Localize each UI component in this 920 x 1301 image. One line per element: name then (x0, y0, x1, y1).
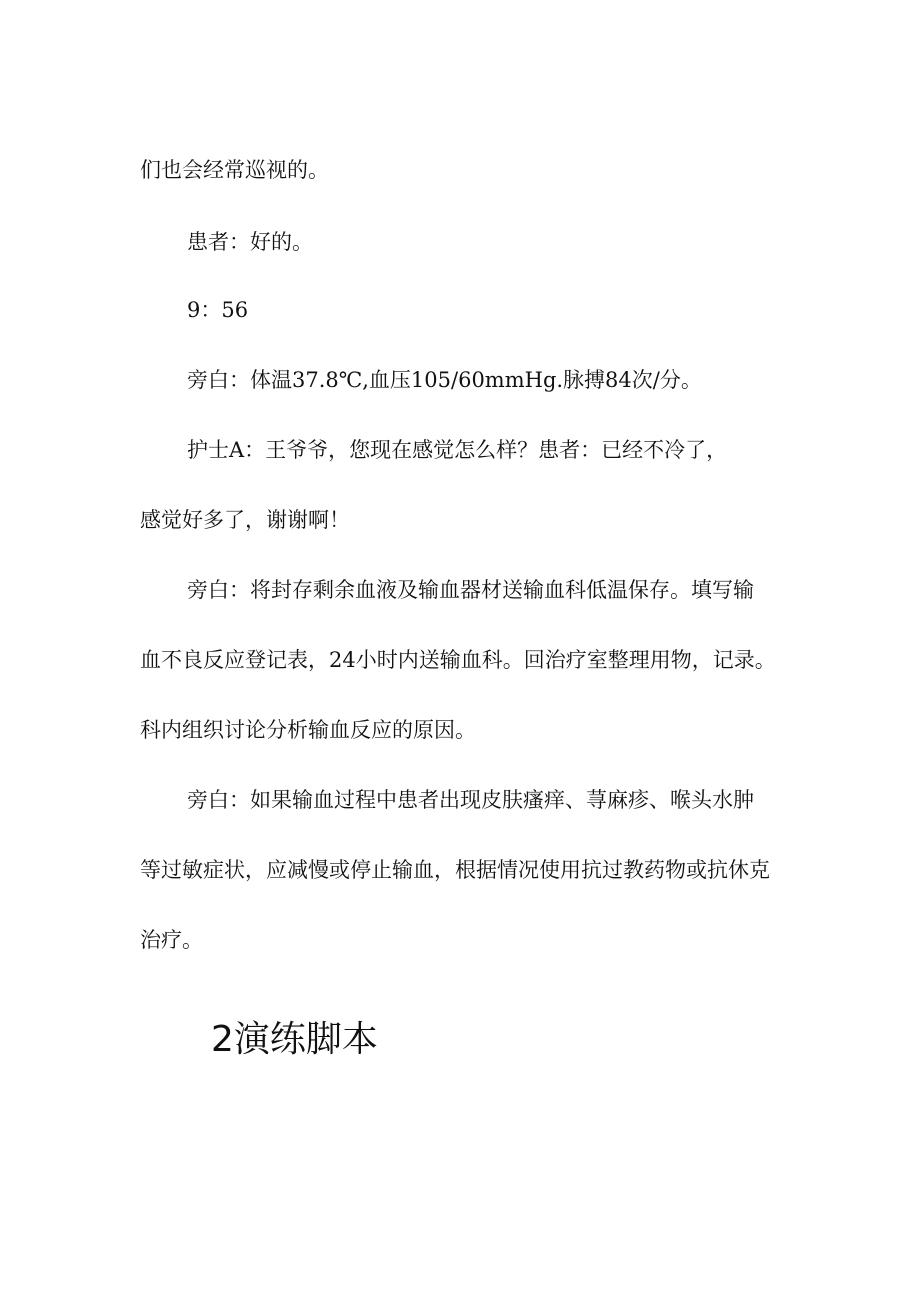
narration-allergy-line-2: 等过敏症状，应减慢或停止输血，根据情况使用抗过教药物或抗休克 (140, 858, 770, 882)
narration-storage-line-2: 血不良反应登记表，24小时内送输血科。回治疗室整理用物，记录。 (140, 648, 776, 672)
section-heading: 2演练脚本 (211, 1019, 378, 1060)
paragraph-continuation-line: 们也会经常巡视的。 (140, 158, 329, 182)
narration-storage-line-1: 旁白：将封存剩余血液及输血器材送输血科低温保存。填写输 (187, 578, 754, 602)
timestamp-line: 9：56 (187, 298, 249, 322)
dialogue-patient-line: 患者：好的。 (187, 230, 313, 254)
narration-vitals-line: 旁白：体温37.8℃,血压105/60mmHg.脉搏84次/分。 (187, 368, 702, 392)
dialogue-nurse-line: 护士A：王爷爷，您现在感觉怎么样？患者：已经不冷了， (187, 438, 728, 462)
narration-storage-line-3: 科内组织讨论分析输血反应的原因。 (140, 718, 476, 742)
narration-allergy-line-3: 治疗。 (140, 928, 203, 952)
dialogue-continuation-line: 感觉好多了，谢谢啊！ (140, 508, 350, 532)
narration-allergy-line-1: 旁白：如果输血过程中患者出现皮肤瘙痒、荨麻疹、喉头水肿 (187, 788, 754, 812)
